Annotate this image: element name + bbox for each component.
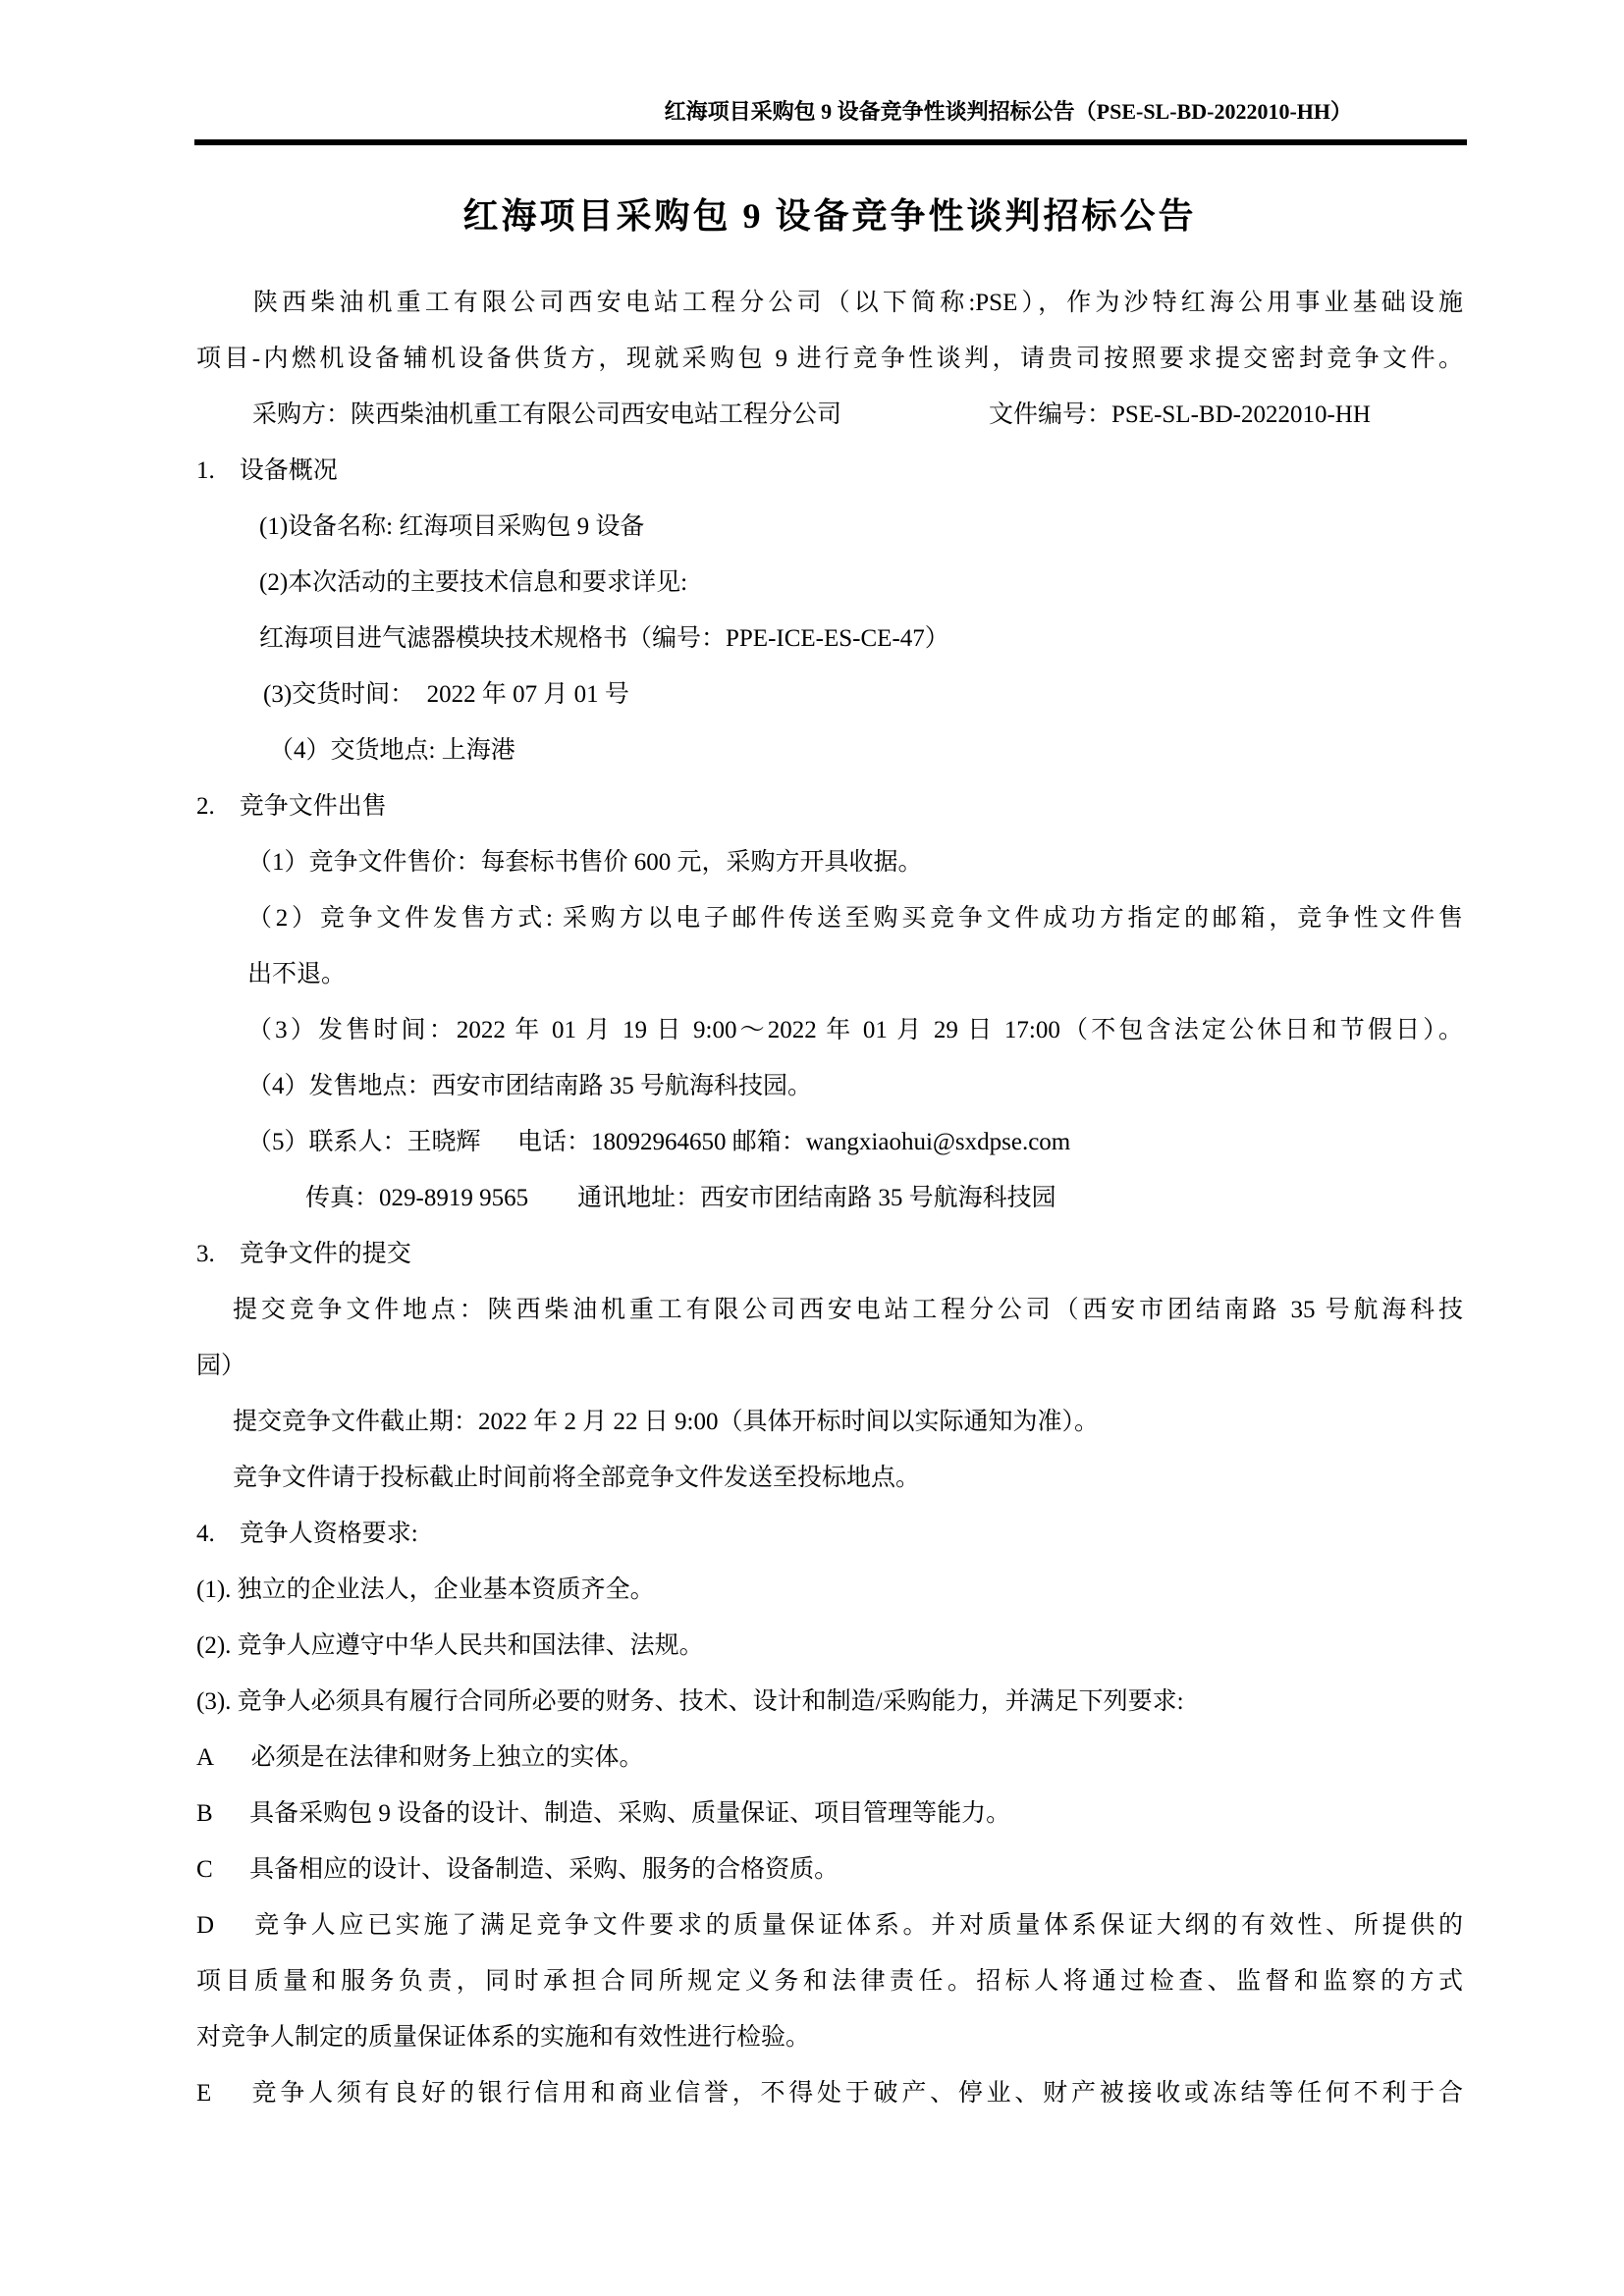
document-title: 红海项目采购包 9 设备竞争性谈判招标公告 [462, 196, 1197, 236]
document-line: (2)本次活动的主要技术信息和要求详见: [259, 569, 688, 596]
document-line: 陕西柴油机重工有限公司西安电站工程分公司（以下简称:PSE），作为沙特红海公用事业基础设施 [253, 290, 1463, 316]
document-line: 竞争文件请于投标截止时间前将全部竞争文件发送至投标地点。 [233, 1465, 921, 1491]
document-line: （4）交货地点: 上海港 [269, 737, 515, 764]
document-line: D 竞争人应已实施了满足竞争文件要求的质量保证体系。并对质量体系保证大纲的有效性、所提供的 [196, 1912, 1463, 1939]
header-rule [194, 139, 1467, 145]
document-line: 传真：029-8919 9565 通讯地址：西安市团结南路 35 号航海科技园 [305, 1185, 1056, 1211]
document-line: 项目-内燃机设备辅机设备供货方，现就采购包 9 进行竞争性谈判，请贵司按照要求提交密封竞争文件。 [196, 346, 1463, 372]
document-line: (3). 竞争人必须具有履行合同所必要的财务、技术、设计和制造/采购能力，并满足下列要求: [196, 1688, 1184, 1715]
document-line: 项目质量和服务负责，同时承担合同所规定义务和法律责任。招标人将通过检查、监督和监察的方式 [196, 1968, 1463, 1995]
document-line: C 具备相应的设计、设备制造、采购、服务的合格资质。 [196, 1856, 839, 1883]
document-line: (1)设备名称: 红海项目采购包 9 设备 [259, 513, 645, 540]
document-line: 红海项目进气滤器模块技术规格书（编号：PPE-ICE-ES-CE-47） [259, 625, 949, 652]
document-line: 对竞争人制定的质量保证体系的实施和有效性进行检验。 [196, 2024, 811, 2051]
document-lines [196, 275, 1463, 2121]
document-line: 3. 竞争文件的提交 [196, 1241, 411, 1267]
document-line: 2. 竞争文件出售 [196, 793, 387, 820]
document-line: （1）竞争文件售价：每套标书售价 600 元，采购方开具收据。 [247, 849, 923, 876]
document-line: 采购方：陕西柴油机重工有限公司西安电站工程分公司 文件编号：PSE-SL-BD-2022010-HH [252, 401, 1371, 428]
document-line: (1). 独立的企业法人，企业基本资质齐全。 [196, 1576, 655, 1603]
document-line: 1. 设备概况 [196, 457, 338, 484]
document-line: （5）联系人：王晓辉 电话：18092964650 邮箱：wangxiaohui@sxdpse.com [247, 1129, 1071, 1155]
document-line: 园） [196, 1353, 246, 1379]
document-line: (2). 竞争人应遵守中华人民共和国法律、法规。 [196, 1632, 704, 1659]
document-line: A 必须是在法律和财务上独立的实体。 [196, 1744, 644, 1771]
document-line: (3)交货时间： 2022 年 07 月 01 号 [263, 681, 629, 708]
document-line: （2）竞争文件发售方式: 采购方以电子邮件传送至购买竞争文件成功方指定的邮箱，竞争性文件售 [247, 905, 1463, 932]
document-line: E 竞争人须有良好的银行信用和商业信誉，不得处于破产、停业、财产被接收或冻结等任何不利于合 [196, 2080, 1463, 2107]
document-line: （4）发售地点：西安市团结南路 35 号航海科技园。 [247, 1073, 813, 1099]
document-line: （3）发售时间：2022 年 01 月 19 日 9:00～2022 年 01 月 29 日 17:00（不包含法定公休日和节假日）。 [247, 1017, 1463, 1043]
running-header: 红海项目采购包 9 设备竞争性谈判招标公告（PSE-SL-BD-2022010-HH） [664, 99, 1352, 124]
document-line: 出不退。 [247, 961, 347, 988]
document-line: 4. 竞争人资格要求: [196, 1521, 418, 1547]
document-line: 提交竞争文件截止期：2022 年 2 月 22 日 9:00（具体开标时间以实际通知为准）。 [233, 1409, 1099, 1435]
document-line: 提交竞争文件地点：陕西柴油机重工有限公司西安电站工程分公司（西安市团结南路 35 号航海科技 [233, 1297, 1463, 1323]
document-line: B 具备采购包 9 设备的设计、制造、采购、质量保证、项目管理等能力。 [196, 1800, 1011, 1827]
